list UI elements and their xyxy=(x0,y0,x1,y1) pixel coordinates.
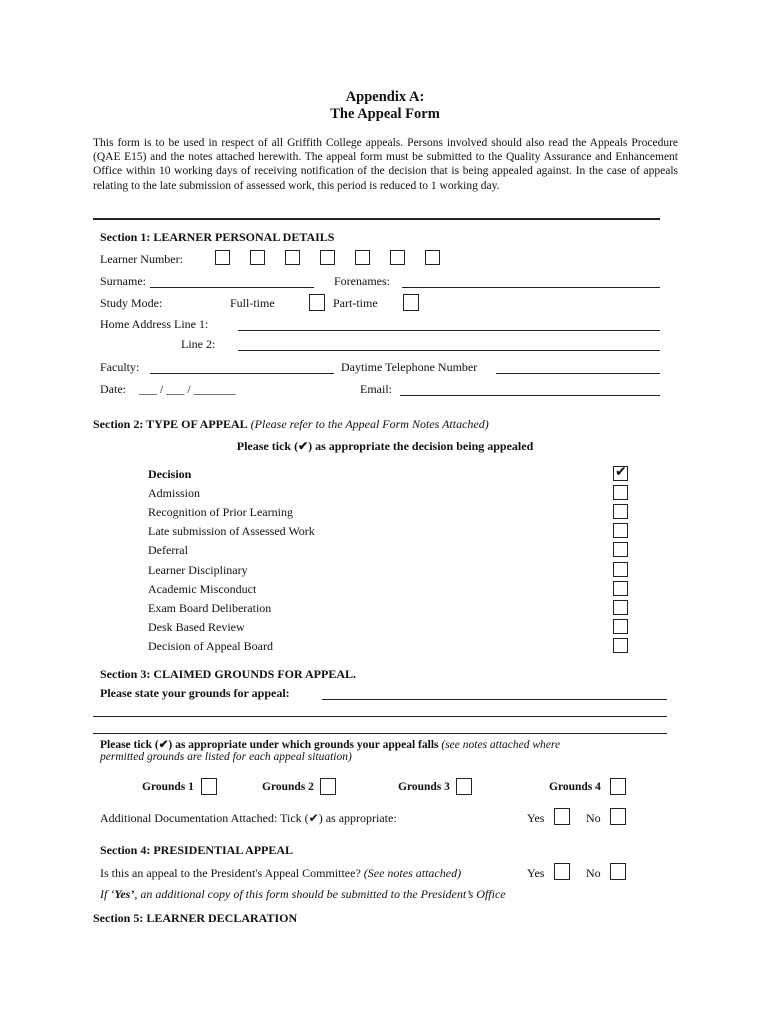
appeal-type-label: Academic Misconduct xyxy=(148,582,257,596)
grounds-prompt: Please state your grounds for appeal: xyxy=(100,686,290,700)
grounds-tick-instruction-row xyxy=(100,737,560,751)
appeal-type-label: Recognition of Prior Learning xyxy=(148,505,293,519)
presidential-if-yes-note xyxy=(100,887,506,902)
appeal-type-label: Admission xyxy=(148,486,201,500)
section5-heading: Section 5: LEARNER DECLARATION xyxy=(93,911,298,925)
email-field[interactable] xyxy=(400,395,660,396)
presidential-question: Is this an appeal to the President's Appeal Committee? xyxy=(100,866,361,880)
grounds1-checkbox[interactable] xyxy=(201,778,217,795)
grounds-line-2[interactable] xyxy=(93,716,667,717)
learner-number-digit[interactable] xyxy=(390,250,405,265)
grounds-tick-note-2: permitted grounds are listed for each appeal situation) xyxy=(100,751,352,763)
address-line2-label: Line 2: xyxy=(181,337,216,351)
grounds-line-3[interactable] xyxy=(93,733,667,734)
part-time-checkbox[interactable] xyxy=(403,294,419,311)
appeal-type-checkbox[interactable] xyxy=(613,466,628,481)
presidential-no-checkbox[interactable] xyxy=(610,863,626,880)
learner-number-digit[interactable] xyxy=(250,250,265,265)
presidential-question-note: (See notes attached) xyxy=(363,866,462,880)
learner-number-digit[interactable] xyxy=(425,250,440,265)
address-line1-field[interactable] xyxy=(238,330,660,331)
full-time-checkbox[interactable] xyxy=(309,294,325,311)
presidential-no-label: No xyxy=(586,866,601,880)
daytime-phone-field[interactable] xyxy=(496,373,660,374)
learner-number-digit[interactable] xyxy=(355,250,370,265)
appeal-type-checkbox[interactable] xyxy=(613,600,628,615)
grounds2-checkbox[interactable] xyxy=(320,778,336,795)
section-divider xyxy=(93,218,660,220)
learner-number-digit[interactable] xyxy=(320,250,335,265)
address-line1-label: Home Address Line 1: xyxy=(100,317,209,331)
appeal-type-checkbox[interactable] xyxy=(613,619,628,634)
checkmark-icon: ✔ xyxy=(615,464,627,480)
faculty-field[interactable] xyxy=(150,373,334,374)
appeal-type-label: Desk Based Review xyxy=(148,620,245,634)
form-title: The Appeal Form xyxy=(330,106,440,122)
learner-number-digit[interactable] xyxy=(285,250,300,265)
learner-number-digit[interactable] xyxy=(215,250,230,265)
appendix-title: Appendix A: xyxy=(345,89,425,105)
forenames-label: Forenames: xyxy=(334,274,390,288)
additional-docs-no-checkbox[interactable] xyxy=(610,808,626,825)
full-time-label: Full-time xyxy=(230,296,275,310)
presidential-yes-checkbox[interactable] xyxy=(554,863,570,880)
appeal-type-label: Late submission of Assessed Work xyxy=(148,524,315,538)
grounds-tick-instruction: Please tick (✔) as appropriate under which grounds your appeal falls xyxy=(100,739,439,751)
section2-note: (Please refer to the Appeal Form Notes Attached) xyxy=(250,417,489,431)
grounds3-checkbox[interactable] xyxy=(456,778,472,795)
grounds1-label: Grounds 1 xyxy=(142,781,194,793)
additional-docs-no-label: No xyxy=(586,811,601,825)
section4-heading: Section 4: PRESIDENTIAL APPEAL xyxy=(100,843,294,857)
appeal-type-checkbox[interactable] xyxy=(613,562,628,577)
faculty-label: Faculty: xyxy=(100,360,140,374)
additional-docs-yes-label: Yes xyxy=(527,811,545,825)
appeal-type-label: Decision of Appeal Board xyxy=(148,639,273,653)
if-yes-prefix: If ‘ xyxy=(100,887,115,901)
appeal-type-checkbox[interactable] xyxy=(613,504,628,519)
forenames-field[interactable] xyxy=(402,287,660,288)
appeal-type-checkbox[interactable] xyxy=(613,581,628,596)
grounds-line-1[interactable] xyxy=(322,699,667,700)
date-label: Date: xyxy=(100,382,126,396)
daytime-phone-label: Daytime Telephone Number xyxy=(341,360,478,374)
section2-heading: Section 2: TYPE OF APPEAL xyxy=(93,417,248,431)
learner-number-label: Learner Number: xyxy=(100,252,183,266)
surname-label: Surname: xyxy=(100,274,146,288)
part-time-label: Part-time xyxy=(333,296,378,310)
study-mode-label: Study Mode: xyxy=(100,296,163,310)
section3-heading: Section 3: CLAIMED GROUNDS FOR APPEAL. xyxy=(100,667,357,681)
grounds2-label: Grounds 2 xyxy=(262,781,314,793)
address-line2-field[interactable] xyxy=(238,350,660,351)
appeal-type-checkbox[interactable] xyxy=(613,638,628,653)
presidential-yes-label: Yes xyxy=(527,866,545,880)
if-yes-suffix: , an additional copy of this form should be submitted to the President’s Office xyxy=(134,887,506,901)
grounds4-checkbox[interactable] xyxy=(610,778,626,795)
appeal-type-label: Learner Disciplinary xyxy=(148,563,248,577)
if-yes-bold: Yes’ xyxy=(114,887,135,901)
appeal-type-label: Decision xyxy=(148,467,192,481)
appeal-type-label: Exam Board Deliberation xyxy=(148,601,272,615)
surname-field[interactable] xyxy=(150,287,314,288)
section2-instruction: Please tick (✔) as appropriate the decision being appealed xyxy=(236,439,534,453)
intro-paragraph: This form is to be used in respect of all Griffith College appeals. Persons involved should also read the Appeals Procedure (QAE E15) and the notes attached herewith. The appeal form must be submitted to the Quality Assurance and Enhancement Office within 10 working days of receiving notification of the decision that is being appealed against. In the case of appeals relating to the late submission of assessed work, this period is reduced to 1 working day. xyxy=(93,137,678,192)
section2-heading-row xyxy=(93,417,489,432)
grounds4-label: Grounds 4 xyxy=(549,781,601,793)
email-label: Email: xyxy=(360,382,392,396)
appeal-type-checkbox[interactable] xyxy=(613,542,628,557)
additional-docs-yes-checkbox[interactable] xyxy=(554,808,570,825)
presidential-question-row xyxy=(100,866,461,881)
grounds3-label: Grounds 3 xyxy=(398,781,450,793)
appeal-type-checkbox[interactable] xyxy=(613,485,628,500)
date-field[interactable]: ___ / ___ / _______ xyxy=(139,382,236,396)
grounds-tick-note: (see notes attached where xyxy=(441,739,561,751)
appeal-type-label: Deferral xyxy=(148,543,188,557)
appeal-type-checkbox[interactable] xyxy=(613,523,628,538)
additional-docs-label: Additional Documentation Attached: Tick (✔) as appropriate: xyxy=(100,811,397,825)
section1-heading: Section 1: LEARNER PERSONAL DETAILS xyxy=(100,230,335,244)
